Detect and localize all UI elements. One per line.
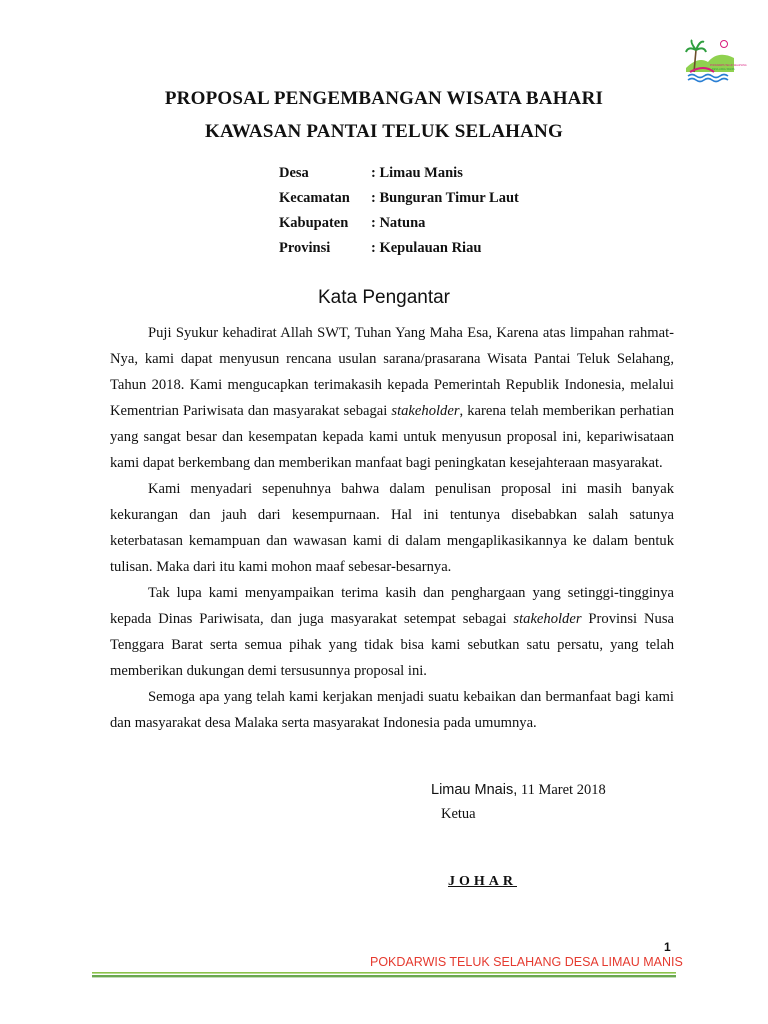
- logo-text-2: DESA LIMAU MANIS: [712, 68, 735, 71]
- paragraph: Puji Syukur kehadirat Allah SWT, Tuhan Yang Maha Esa, Karena atas limpahan rahmat- Nya, kami dapat menyusun rencana usulan sarana/prasarana Wisata Pantai Teluk Selahang, Tahun 2018. Kami mengucapkan terimakasih kepada Pemerintah Republik Indonesia, melalui Kementrian Pariwisata dan masyarakat sebagai stakeholder, karena telah memberikan perhatian yang sangat besar dan kesempatan kepada kami untuk menyusun proposal ini, kepariwisataan kami dapat berkembang dan memberikan manfaat bagi peningkatan kesejahteraan masyarakat.: [110, 325, 674, 471]
- title-line-2: KAWASAN PANTAI TELUK SELAHANG: [205, 121, 563, 142]
- section-heading: Kata Pengantar: [317, 287, 451, 308]
- paragraph: Tak lupa kami menyampaikan terima kasih dan penghargaan yang setinggi-tingginya kepada Dinas Pariwisata, dan juga masyarakat setempat sebagai stakeholder Provinsi Nusa Tenggara Barat serta semua pihak yang tidak bisa kami sebutkan satu persatu, yang telah memberikan dukungan demi tersusunnya proposal ini.: [110, 585, 674, 679]
- signature-role: Ketua: [441, 806, 476, 822]
- location-value: : Kepulauan Riau: [371, 240, 482, 256]
- logo-image: [684, 36, 747, 84]
- signature-block: [431, 778, 606, 826]
- title-line-1: PROPOSAL PENGEMBANGAN WISATA BAHARI: [164, 88, 604, 109]
- location-value: : Limau Manis: [371, 165, 463, 181]
- paragraph: Semoga apa yang telah kami kerjakan menjadi suatu kebaikan dan bermanfaat bagi kami dan masyarakat desa Malaka serta masyarakat Indonesia pada umumnya.: [110, 689, 674, 731]
- location-label: Desa: [279, 165, 309, 181]
- location-value: : Bunguran Timur Laut: [371, 190, 519, 206]
- location-label: Kecamatan: [279, 190, 350, 206]
- location-table: [279, 165, 519, 265]
- footer-text: POKDARWIS TELUK SELAHANG DESA LIMAU MANIS: [370, 955, 683, 969]
- body-text: [110, 320, 674, 736]
- location-row-desa: [279, 165, 519, 190]
- location-label: Kabupaten: [279, 215, 349, 231]
- signature-place-date: Limau Mnais, 11 Maret 2018: [431, 782, 606, 798]
- footer-divider: [92, 972, 676, 978]
- logo-text-1: POKDARWIS TELUK SELAHANG: [710, 64, 747, 67]
- location-row-kabupaten: [279, 215, 519, 240]
- location-value: : Natuna: [371, 215, 426, 231]
- location-row-kecamatan: [279, 190, 519, 215]
- location-row-provinsi: [279, 240, 519, 265]
- signer-name: JOHAR: [448, 874, 517, 889]
- paragraph: Kami menyadari sepenuhnya bahwa dalam penulisan proposal ini masih banyak kekurangan dan jauh dari kesempurnaan. Hal ini tentunya disebabkan salah satunya keterbatasan kemampuan dan wawasan kami di dalam mengaplikasikannya ke dalam bentuk tulisan. Maka dari itu kami mohon maaf sebesar-besarnya.: [110, 481, 674, 575]
- sun-icon: [721, 41, 728, 48]
- page-number: 1: [664, 940, 671, 954]
- wave-icon: [688, 75, 728, 78]
- location-label: Provinsi: [279, 240, 331, 256]
